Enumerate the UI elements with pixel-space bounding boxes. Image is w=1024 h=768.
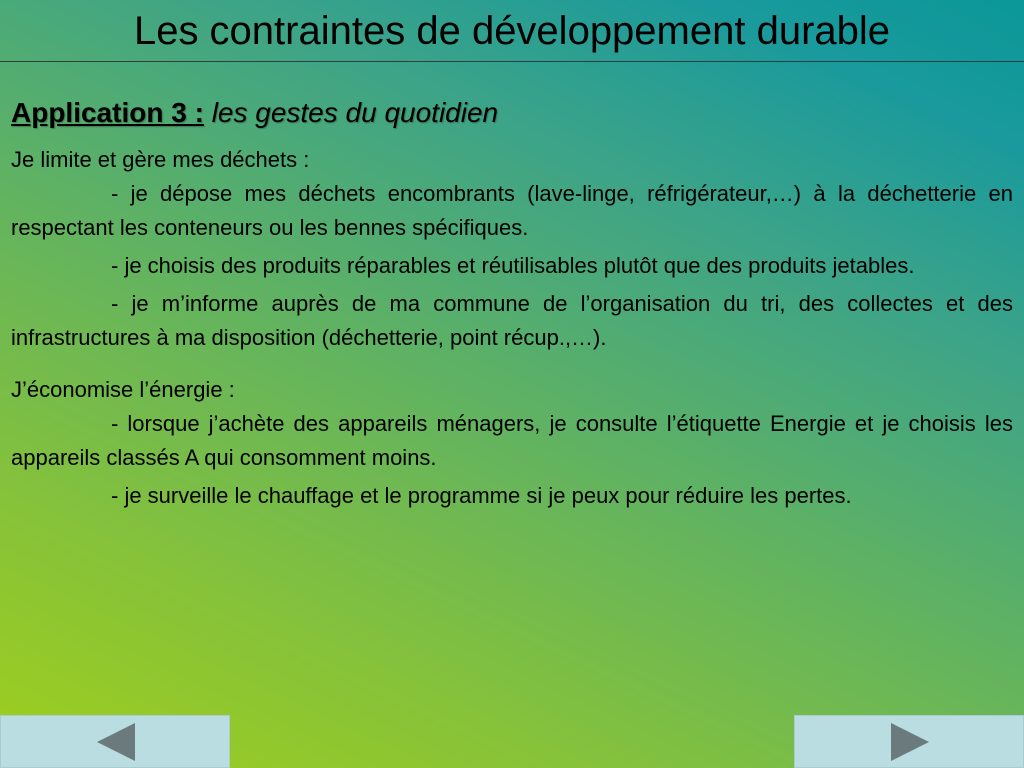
- application-heading: [11, 93, 1013, 133]
- section-heading: [11, 143, 1013, 177]
- bullet-item: - je choisis des produits réparables et réutilisables plutôt que des produits jetables.: [111, 253, 915, 278]
- section-heading-text: J’économise l’énergie :: [11, 377, 235, 402]
- slide-content: [11, 93, 1013, 517]
- section-energy: [11, 373, 1013, 513]
- section-heading: [11, 373, 1013, 407]
- arrow-left-icon: [97, 723, 135, 761]
- next-slide-button[interactable]: [794, 715, 1024, 768]
- title-divider: [0, 61, 1024, 62]
- bullet-item: - je surveille le chauffage et le programme si je peux pour réduire les pertes.: [111, 483, 852, 508]
- previous-slide-button[interactable]: [0, 715, 230, 768]
- section-heading-text: Je limite et gère mes déchets :: [11, 147, 310, 172]
- bullet-item: - lorsque j’achète des appareils ménagers, je consulte l’étiquette Energie et je choisis les appareils classés A qui consomment moins.: [11, 411, 1013, 470]
- bullet-item: - je m’informe auprès de ma commune de l’organisation du tri, des collectes et des infrastructures à ma disposition (déchetterie, point récup.,…).: [11, 291, 1013, 350]
- bullet-item: - je dépose mes déchets encombrants (lave-linge, réfrigérateur,…) à la déchetterie en respectant les conteneurs ou les bennes spécifiques.: [11, 181, 1013, 240]
- arrow-right-icon: [891, 723, 929, 761]
- application-subtitle: les gestes du quotidien: [211, 97, 499, 128]
- slide-title: Les contraintes de développement durable: [133, 9, 891, 53]
- application-label: Application 3 :: [11, 97, 204, 128]
- section-waste: [11, 143, 1013, 355]
